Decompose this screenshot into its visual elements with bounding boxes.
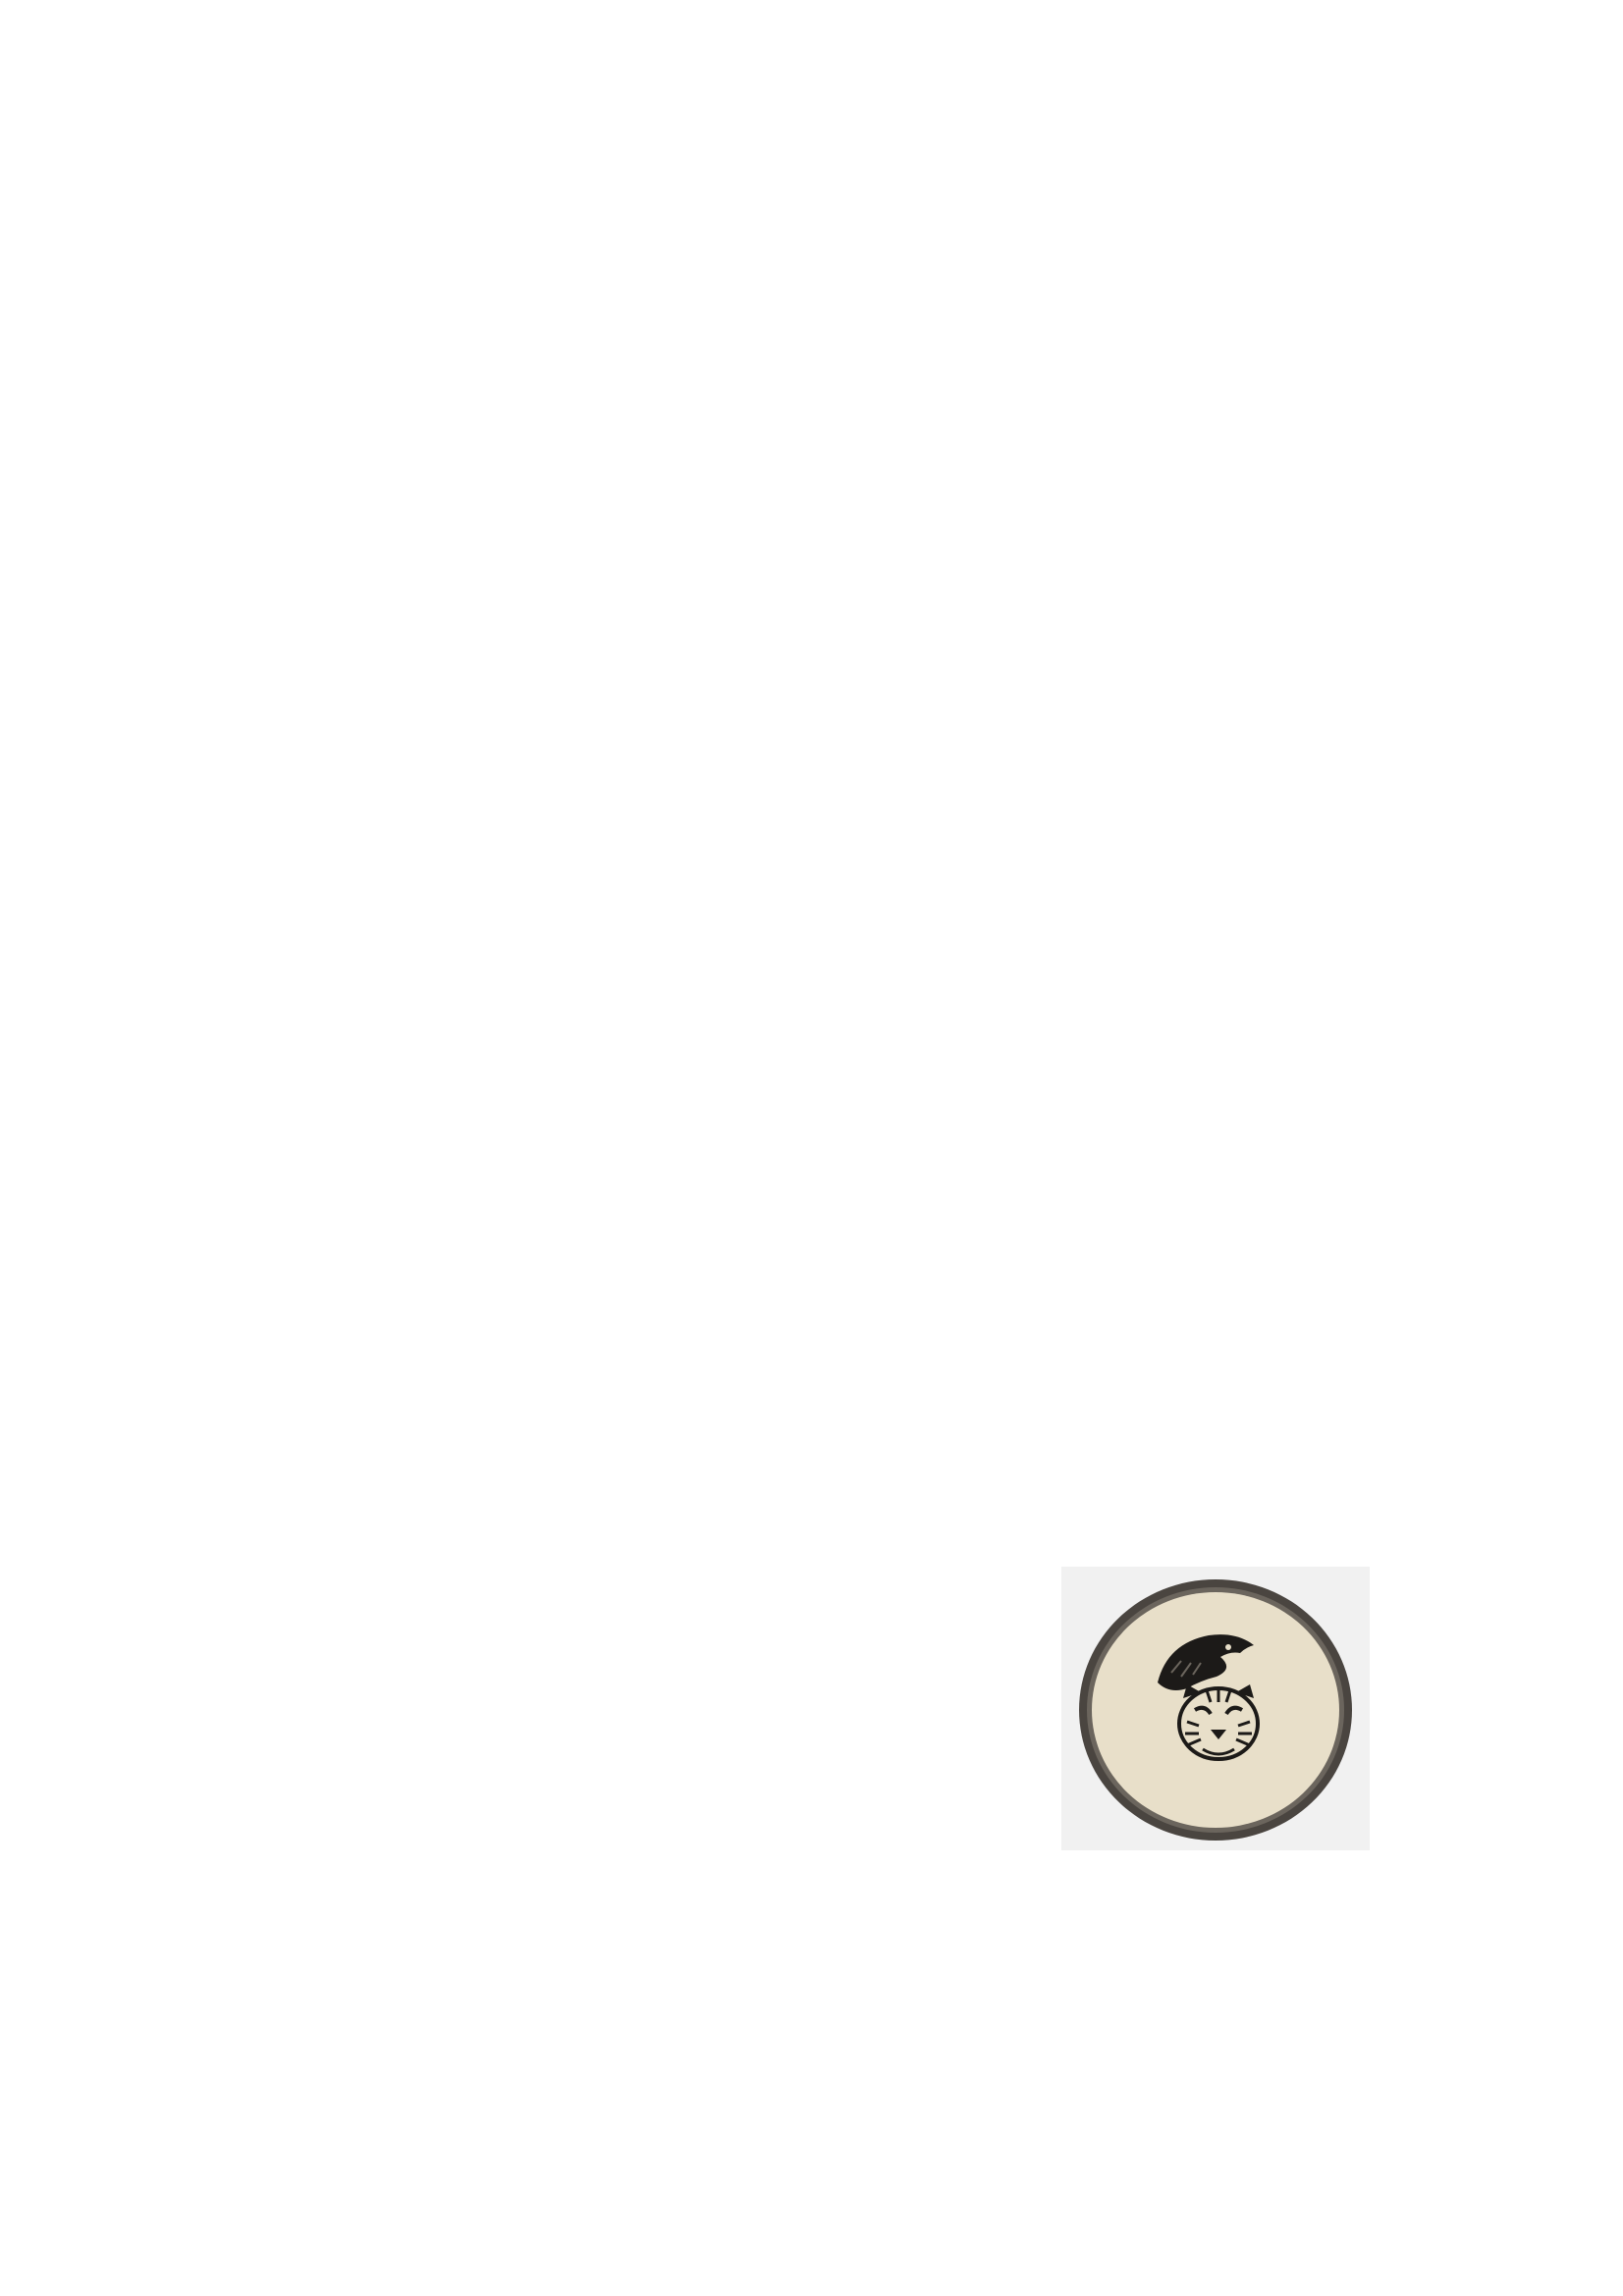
patch-emblem <box>1061 1567 1370 1850</box>
patch-emblem-icon <box>1061 1567 1370 1850</box>
